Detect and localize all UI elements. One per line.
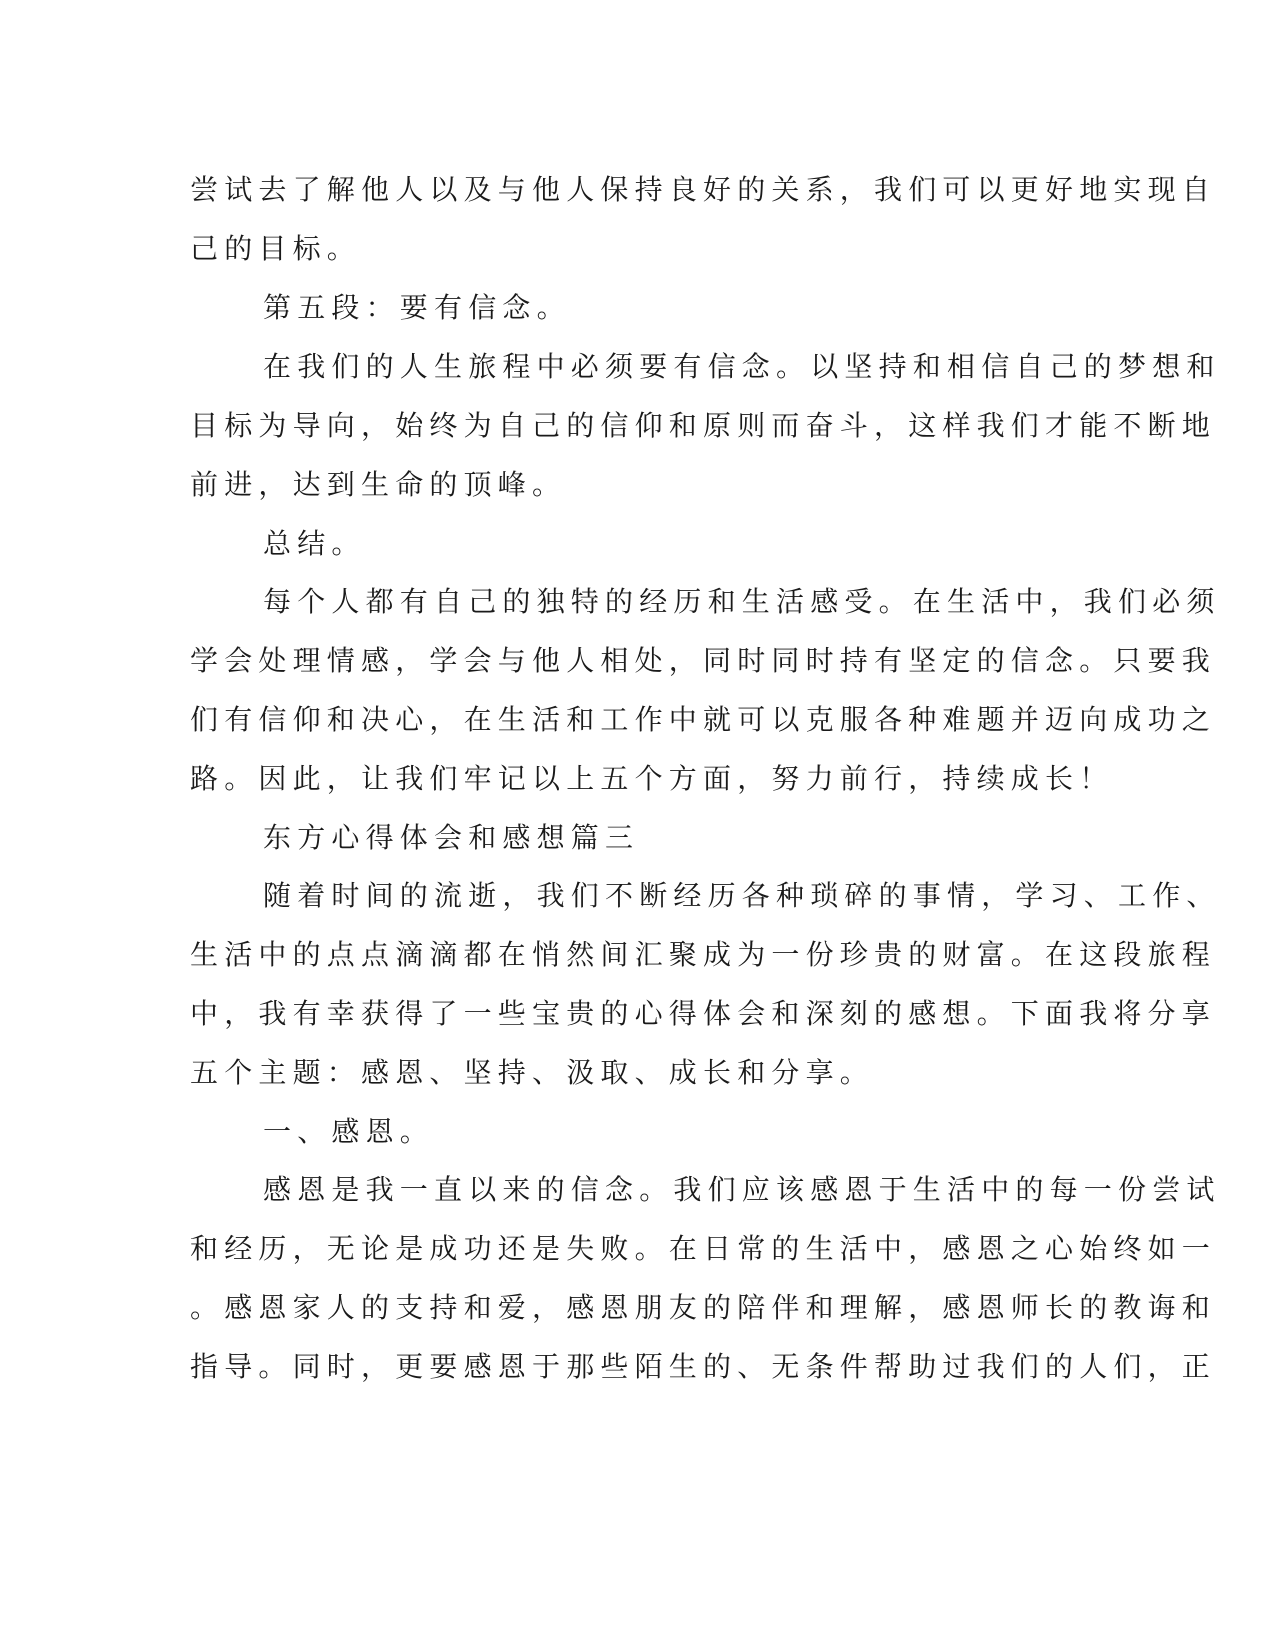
section-heading: 第五段：要有信念。 xyxy=(263,291,571,324)
text-line: 指导。同时，更要感恩于那些陌生的、无条件帮助过我们的人们，正 xyxy=(190,1350,1217,1383)
text-line: 和经历，无论是成功还是失败。在日常的生活中，感恩之心始终如一 xyxy=(190,1232,1217,1265)
text-line: 中，我有幸获得了一些宝贵的心得体会和深刻的感想。下面我将分享 xyxy=(190,997,1217,1030)
text-line: 们有信仰和决心，在生活和工作中就可以克服各种难题并迈向成功之 xyxy=(190,703,1217,736)
text-line: 五个主题：感恩、坚持、汲取、成长和分享。 xyxy=(190,1056,875,1089)
text-line: 学会处理情感，学会与他人相处，同时同时持有坚定的信念。只要我 xyxy=(190,644,1217,677)
text-line: 生活中的点点滴滴都在悄然间汇聚成为一份珍贵的财富。在这段旅程 xyxy=(190,938,1217,971)
text-line: 在我们的人生旅程中必须要有信念。以坚持和相信自己的梦想和 xyxy=(263,350,1221,383)
text-line: 感恩是我一直以来的信念。我们应该感恩于生活中的每一份尝试 xyxy=(263,1173,1221,1206)
text-line: 每个人都有自己的独特的经历和生活感受。在生活中，我们必须 xyxy=(263,585,1221,618)
text-line: 尝试去了解他人以及与他人保持良好的关系，我们可以更好地实现自 xyxy=(190,173,1217,206)
text-line: 前进，达到生命的顶峰。 xyxy=(190,468,567,501)
section-heading: 总结。 xyxy=(263,527,366,560)
text-line: 。感恩家人的支持和爱，感恩朋友的陪伴和理解，感恩师长的教诲和 xyxy=(190,1291,1217,1324)
text-line: 己的目标。 xyxy=(190,232,362,265)
text-line: 目标为导向，始终为自己的信仰和原则而奋斗，这样我们才能不断地 xyxy=(190,409,1217,442)
section-heading: 一、感恩。 xyxy=(263,1115,435,1148)
text-line: 路。因此，让我们牢记以上五个方面，努力前行，持续成长！ xyxy=(190,762,1114,795)
section-heading: 东方心得体会和感想篇三 xyxy=(263,821,640,854)
text-line: 随着时间的流逝，我们不断经历各种琐碎的事情，学习、工作、 xyxy=(263,879,1221,912)
